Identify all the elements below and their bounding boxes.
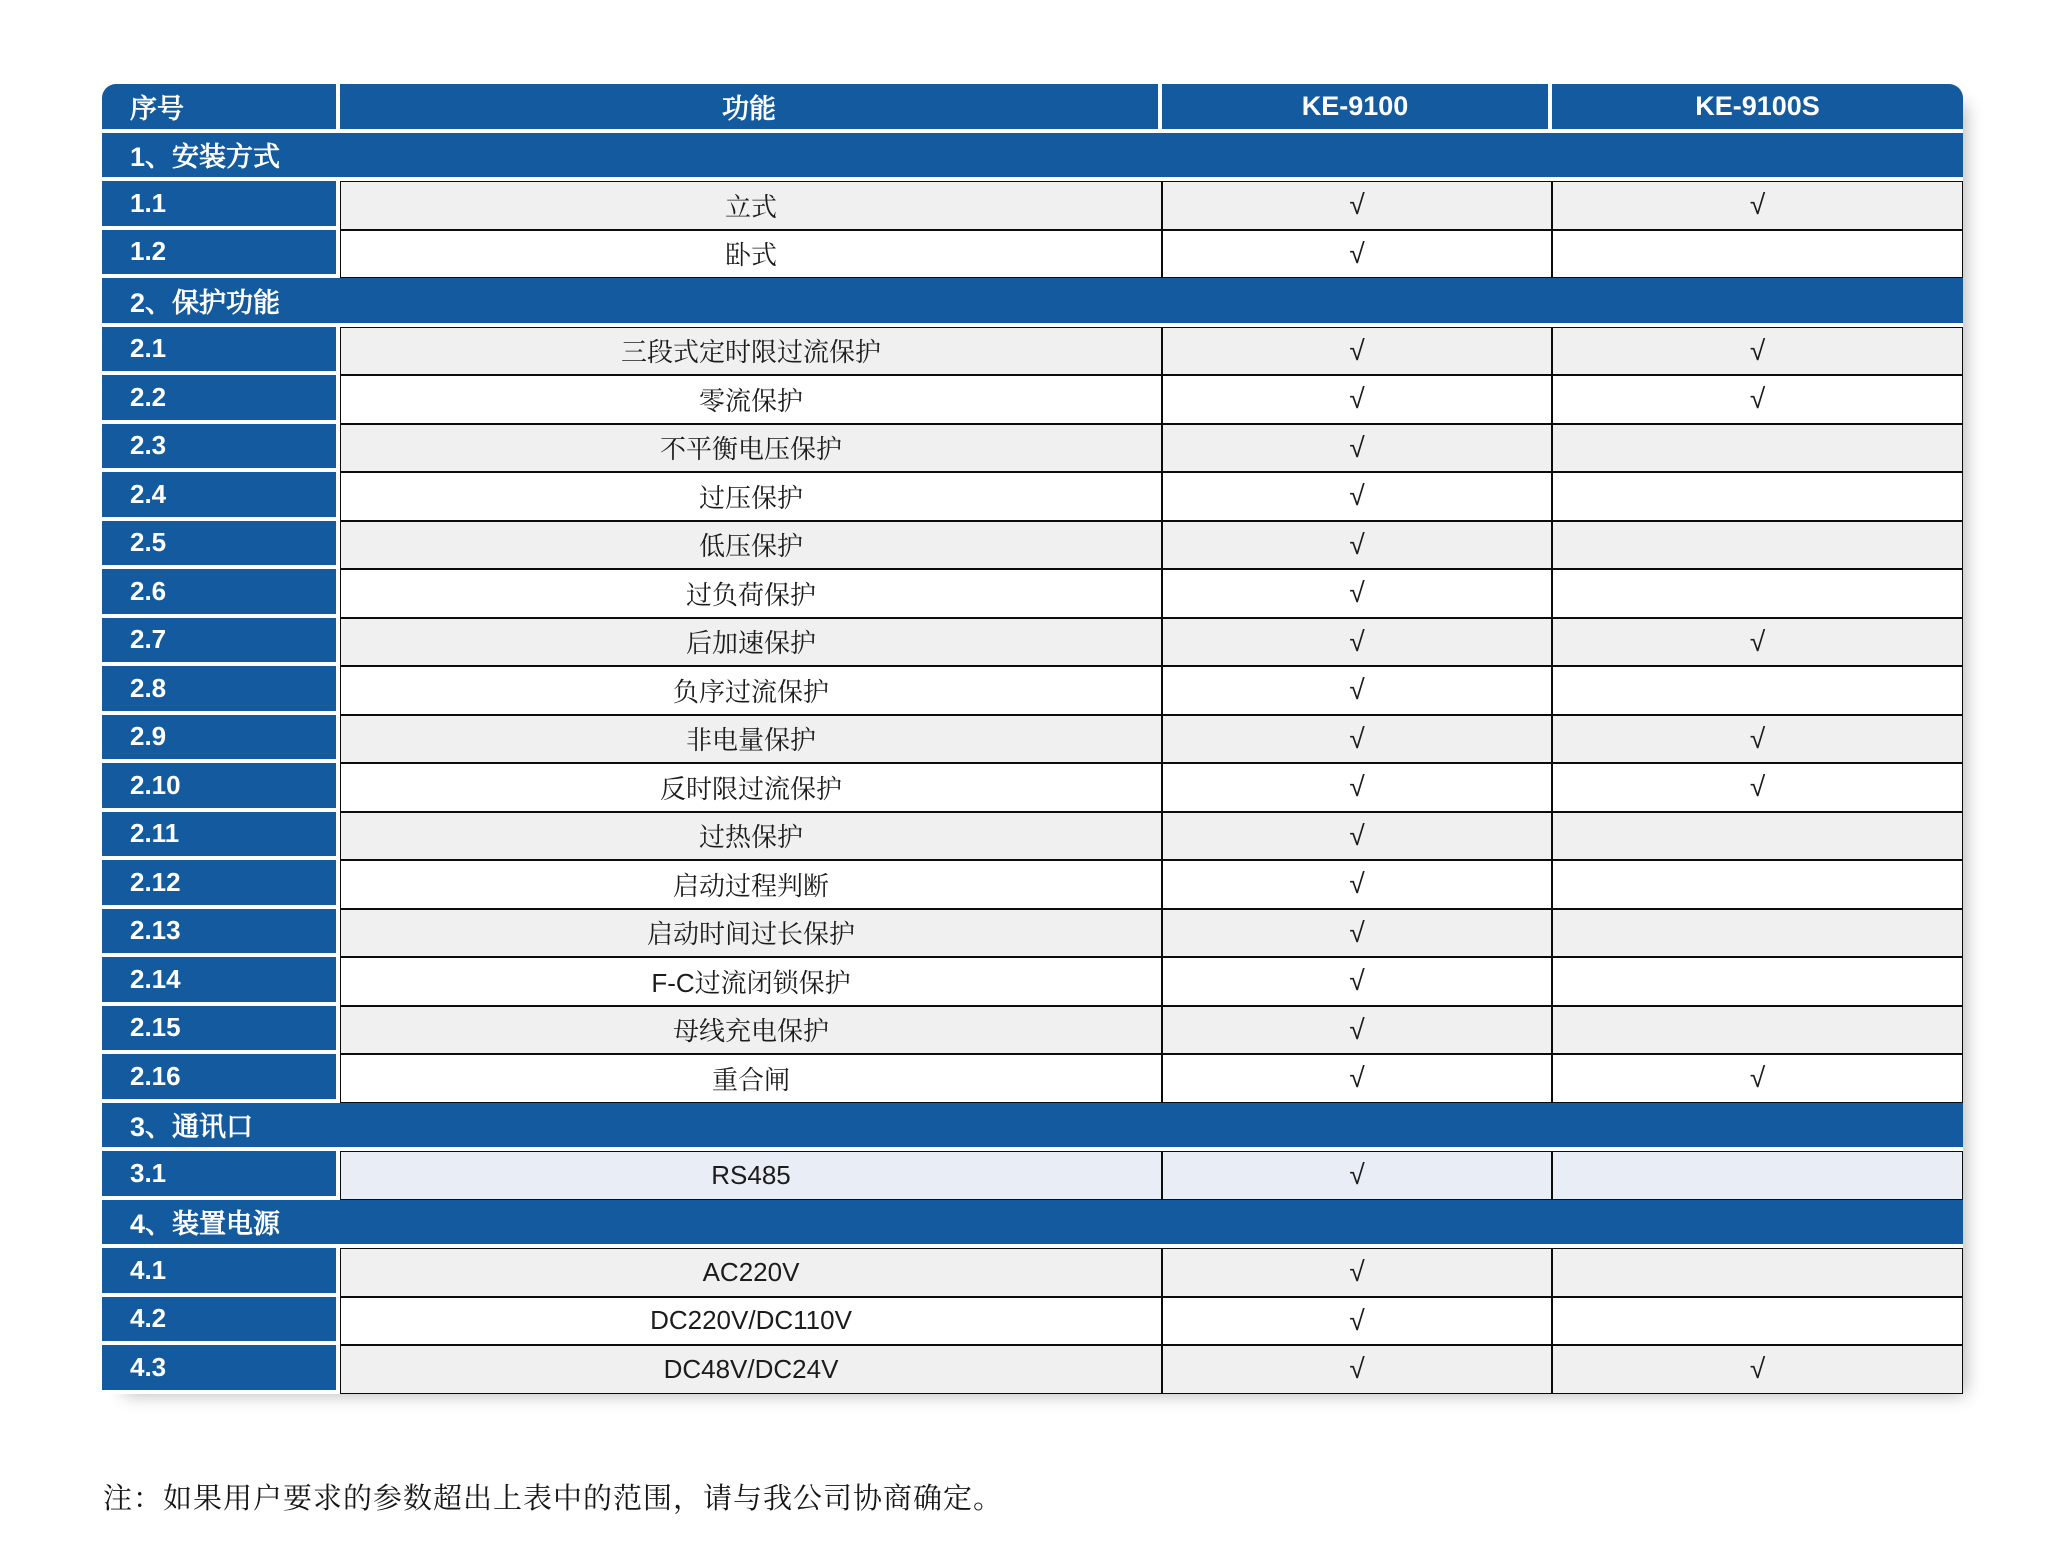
ke9100-check-cell: √ [1162, 957, 1552, 1006]
ke9100s-check-cell [1552, 230, 1963, 279]
ke9100s-check-cell: √ [1552, 181, 1963, 230]
function-cell: 后加速保护 [340, 618, 1162, 667]
ke9100s-check-cell [1552, 569, 1963, 618]
ke9100-check-cell: √ [1162, 327, 1552, 376]
ke9100s-check-cell [1552, 1297, 1963, 1346]
table-row [102, 860, 1963, 909]
ke9100s-check-cell: √ [1552, 1054, 1963, 1103]
function-cell: 过热保护 [340, 812, 1162, 861]
ke9100-check-cell: √ [1162, 909, 1552, 958]
ke9100s-check-cell [1552, 860, 1963, 909]
section-header: 2、保护功能 [102, 278, 1963, 327]
function-cell: 卧式 [340, 230, 1162, 279]
ke9100s-check-cell: √ [1552, 1345, 1963, 1394]
row-number-cell: 4.1 [102, 1248, 340, 1297]
table-row [102, 327, 1963, 376]
ke9100-check-cell: √ [1162, 1054, 1552, 1103]
table-row [102, 666, 1963, 715]
ke9100-check-cell: √ [1162, 521, 1552, 570]
table-row [102, 1006, 1963, 1055]
ke9100s-check-cell [1552, 666, 1963, 715]
function-cell: RS485 [340, 1151, 1162, 1200]
table-row [102, 1151, 1963, 1200]
ke9100s-check-cell: √ [1552, 618, 1963, 667]
table-row [102, 472, 1963, 521]
ke9100-check-cell: √ [1162, 1248, 1552, 1297]
row-number-cell: 2.9 [102, 715, 340, 764]
table-row [102, 181, 1963, 230]
row-number-cell: 2.13 [102, 909, 340, 958]
row-number-cell: 2.1 [102, 327, 340, 376]
ke9100-check-cell: √ [1162, 472, 1552, 521]
row-number-cell: 3.1 [102, 1151, 340, 1200]
row-number-cell: 4.2 [102, 1297, 340, 1346]
ke9100-check-cell: √ [1162, 666, 1552, 715]
function-cell: F-C过流闭锁保护 [340, 957, 1162, 1006]
ke9100s-check-cell: √ [1552, 375, 1963, 424]
row-number-cell: 1.1 [102, 181, 340, 230]
function-cell: DC220V/DC110V [340, 1297, 1162, 1346]
ke9100-check-cell: √ [1162, 569, 1552, 618]
note-text: 注：如果用户要求的参数超出上表中的范围，请与我公司协商确定。 [103, 1483, 1004, 1515]
function-cell: 非电量保护 [340, 715, 1162, 764]
row-number-cell: 2.11 [102, 812, 340, 861]
ke9100-check-cell: √ [1162, 181, 1552, 230]
table-row [102, 1054, 1963, 1103]
row-number-cell: 2.10 [102, 763, 340, 812]
table-row [102, 957, 1963, 1006]
function-cell: 低压保护 [340, 521, 1162, 570]
ke9100-check-cell: √ [1162, 860, 1552, 909]
row-number-cell: 2.15 [102, 1006, 340, 1055]
ke9100-check-cell: √ [1162, 763, 1552, 812]
ke9100-check-cell: √ [1162, 424, 1552, 473]
ke9100-check-cell: √ [1162, 1006, 1552, 1055]
section-header: 1、安装方式 [102, 133, 1963, 182]
table-row [102, 1345, 1963, 1394]
row-number-cell: 2.3 [102, 424, 340, 473]
ke9100-check-cell: √ [1162, 1151, 1552, 1200]
ke9100-check-cell: √ [1162, 812, 1552, 861]
function-cell: 负序过流保护 [340, 666, 1162, 715]
function-cell: 立式 [340, 181, 1162, 230]
ke9100s-check-cell: √ [1552, 763, 1963, 812]
row-number-cell: 2.6 [102, 569, 340, 618]
row-number-cell: 4.3 [102, 1345, 340, 1394]
function-cell: 三段式定时限过流保护 [340, 327, 1162, 376]
table-row [102, 715, 1963, 764]
ke9100-check-cell: √ [1162, 715, 1552, 764]
row-number-cell: 2.8 [102, 666, 340, 715]
function-cell: 过压保护 [340, 472, 1162, 521]
ke9100s-check-cell [1552, 1006, 1963, 1055]
function-cell: 重合闸 [340, 1054, 1162, 1103]
row-number-cell: 2.4 [102, 472, 340, 521]
column-header-3: KE-9100S [1552, 84, 1963, 133]
table-row [102, 1297, 1963, 1346]
ke9100-check-cell: √ [1162, 230, 1552, 279]
ke9100s-check-cell [1552, 957, 1963, 1006]
table-row [102, 812, 1963, 861]
ke9100s-check-cell [1552, 812, 1963, 861]
row-number-cell: 2.14 [102, 957, 340, 1006]
row-number-cell: 2.2 [102, 375, 340, 424]
section-header: 4、装置电源 [102, 1200, 1963, 1249]
table-row [102, 424, 1963, 473]
function-cell: 启动过程判断 [340, 860, 1162, 909]
table-row [102, 763, 1963, 812]
ke9100-check-cell: √ [1162, 618, 1552, 667]
row-number-cell: 2.12 [102, 860, 340, 909]
table-row [102, 230, 1963, 279]
row-number-cell: 1.2 [102, 230, 340, 279]
function-cell: 不平衡电压保护 [340, 424, 1162, 473]
column-header-0: 序号 [102, 84, 340, 133]
table-row [102, 521, 1963, 570]
ke9100s-check-cell [1552, 424, 1963, 473]
ke9100s-check-cell [1552, 1151, 1963, 1200]
table-row [102, 569, 1963, 618]
ke9100s-check-cell [1552, 472, 1963, 521]
table-row [102, 1248, 1963, 1297]
function-cell: 过负荷保护 [340, 569, 1162, 618]
function-cell: 启动时间过长保护 [340, 909, 1162, 958]
function-cell: 反时限过流保护 [340, 763, 1162, 812]
section-header: 3、通讯口 [102, 1103, 1963, 1152]
ke9100-check-cell: √ [1162, 1297, 1552, 1346]
table-row [102, 375, 1963, 424]
ke9100s-check-cell [1552, 909, 1963, 958]
row-number-cell: 2.7 [102, 618, 340, 667]
spec-table [102, 84, 1963, 1394]
function-cell: 母线充电保护 [340, 1006, 1162, 1055]
row-number-cell: 2.5 [102, 521, 340, 570]
table-row [102, 909, 1963, 958]
function-cell: DC48V/DC24V [340, 1345, 1162, 1394]
ke9100-check-cell: √ [1162, 375, 1552, 424]
row-number-cell: 2.16 [102, 1054, 340, 1103]
ke9100s-check-cell: √ [1552, 715, 1963, 764]
table-header-row [102, 84, 1963, 133]
ke9100s-check-cell: √ [1552, 327, 1963, 376]
function-cell: AC220V [340, 1248, 1162, 1297]
ke9100s-check-cell [1552, 1248, 1963, 1297]
ke9100-check-cell: √ [1162, 1345, 1552, 1394]
column-header-2: KE-9100 [1162, 84, 1552, 133]
ke9100s-check-cell [1552, 521, 1963, 570]
column-header-1: 功能 [340, 84, 1162, 133]
function-cell: 零流保护 [340, 375, 1162, 424]
table-row [102, 618, 1963, 667]
